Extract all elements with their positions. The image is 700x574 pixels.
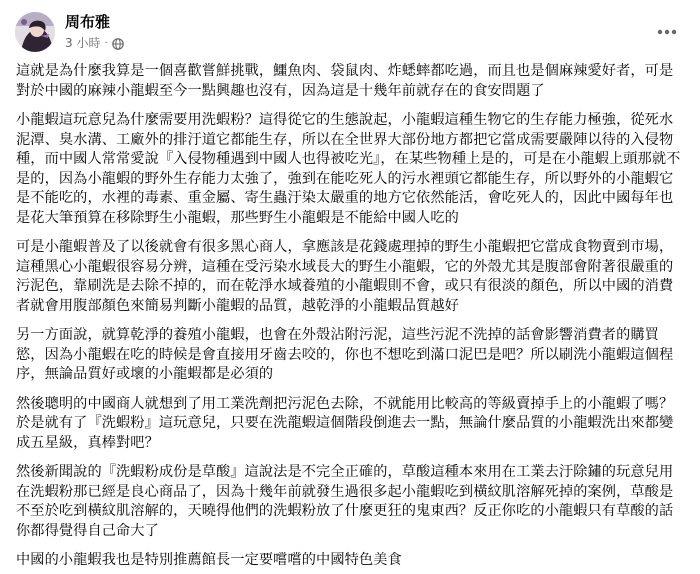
- author-name[interactable]: 周布雅: [65, 13, 111, 31]
- post-time[interactable]: 3 小時: [65, 36, 101, 50]
- post-paragraph-7: 中國的小龍蝦我也是特別推薦館長一定要嚐嚐的中國特色美食: [16, 552, 402, 568]
- post-paragraph-4: 另一方面說，就算乾淨的養殖小龍蝦，也會在外殼沾附污泥，這些污泥不洗掉的話會影響消費者的購買慾，因為小龍蝦在吃的時候是會直接用牙齒去咬的，你也不想吃到滿口泥巴是吧？所以刷洗小龍蝦這個程序，無論品質好或壞的小龍蝦都是必須的: [16, 327, 674, 382]
- meta-separator: ·: [104, 38, 108, 49]
- avatar-image: [15, 12, 55, 52]
- post-paragraph-6: 然後新聞說的『洗蝦粉成份是草酸』這說法是不完全正確的，草酸這種本來用在工業去汙除鏽的玩意兒用在洗蝦粉那已經是良心商品了，因為十幾年前就發生過很多起小龍蝦吃到橫紋肌溶解死掉的案例，草酸是不至於吃到橫紋肌溶解的，天曉得他們的洗蝦粉放了什麼更狂的鬼東西？反正你吃的小龍蝦只有草酸的話你都得覺得自己命大了: [16, 464, 674, 539]
- more-options-icon: [657, 29, 677, 35]
- post-body: [16, 62, 686, 574]
- post-paragraph-1: 這就是為什麼我算是一個喜歡嘗鮮挑戰，鱷魚肉、袋鼠肉、炸蟋蟀都吃過，而且也是個麻辣愛好者，可是對於中國的麻辣小龍蝦至今一點興趣也沒有，因為這是十幾年前就存在的食安問題了: [16, 63, 674, 99]
- avatar[interactable]: [15, 12, 55, 52]
- more-options-button[interactable]: [649, 14, 685, 50]
- globe-icon[interactable]: [112, 38, 124, 50]
- post-meta: [65, 36, 124, 51]
- post-header: [15, 12, 685, 56]
- post-paragraph-5: 然後聰明的中國商人就想到了用工業洗劑把污泥色去除，不就能用比較高的等級賣掉手上的小龍蝦了嗎？於是就有了『洗蝦粉』這玩意兒，只要在洗龍蝦這個階段倒進去一點，無論什麼品質的小龍蝦洗出來都變成五星級，真棒對吧？: [16, 395, 674, 451]
- post-paragraph-3: 可是小龍蝦普及了以後就會有很多黑心商人，拿應該是花錢處理掉的野生小龍蝦把它當成食物賣到市場，這種黑心小龍蝦很容易分辨，這種在受污染水域長大的野生小龍蝦，它的外殼尤其是腹部會附著很嚴重的污泥色，靠刷洗是去除不掉的，而在乾淨水域養殖的小龍蝦則不會，或只有很淡的顏色，所以中國的消費者就會用腹部顏色來簡易判斷小龍蝦的品質，越乾淨的小龍蝦品質越好: [16, 239, 674, 314]
- post-paragraph-2: 小龍蝦這玩意兒為什麼需要用洗蝦粉？這得從它的生態說起，小龍蝦這種生物它的生存能力極強，從死水泥潭、臭水溝、工廠外的排汙道它都能生存，所以在全世界大部份地方都把它當成需要嚴陣以待的入侵物種，而中國人常常愛說『入侵物種遇到中國人也得被吃光』，在某些物種上是的，可是在小龍蝦上頭那就不是的，因為小龍蝦的野外生存能力太強了，強到在能吃死人的污水裡頭它都能生存，所以野外的小龍蝦它是不能吃的，水裡的毒素、重金屬、寄生蟲汙染太嚴重的地方它依然能活，會吃死人的，因此中國每年也是花大筆預算在移除野生小龍蝦，那些野生小龍蝦是不能給中國人吃的: [16, 112, 681, 226]
